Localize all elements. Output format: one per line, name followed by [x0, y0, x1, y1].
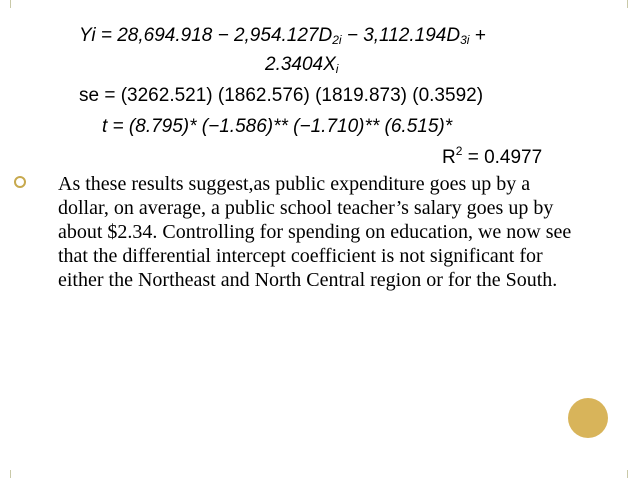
- r-squared-superscript: 2: [455, 144, 463, 158]
- subscript-2i: 2i: [332, 33, 342, 47]
- equation-part-start: = 28,694.918 − 2,954.127D: [95, 25, 333, 46]
- equation-plus: +: [469, 25, 486, 46]
- r-label: R: [442, 147, 456, 168]
- standard-errors-line: se = (3262.521) (1862.576) (1819.873) (0.3592): [79, 85, 484, 106]
- r-squared-line: [442, 145, 542, 167]
- t-statistics-line: t = (8.795)* (−1.586)** (−1.710)** (6.515)*: [102, 116, 453, 137]
- r-squared-value: = 0.4977: [462, 147, 543, 168]
- subscript-3i: 3i: [460, 33, 470, 47]
- decorative-circle: [568, 398, 608, 438]
- bullet-paragraph: As these results suggest,as public expenditure goes up by a dollar, on average, a public school teacher’s salary goes up by about $2.34. Controlling for spending on education, we now see that the differential intercept coefficient is not significant for either the Northeast and North Central region or for the South.: [58, 173, 572, 291]
- slide-frame-bottom: [10, 470, 628, 478]
- dependent-variable: Yi: [79, 25, 96, 46]
- regression-equation-line1: [79, 26, 486, 46]
- subscript-i: i: [335, 62, 339, 76]
- regression-equation-line1b: [265, 55, 338, 75]
- x-coefficient: 2.3404X: [265, 54, 336, 75]
- slide-frame-top: [10, 0, 628, 8]
- equation-part-mid: − 3,112.194D: [341, 25, 461, 46]
- bullet-ring-icon: [14, 176, 26, 188]
